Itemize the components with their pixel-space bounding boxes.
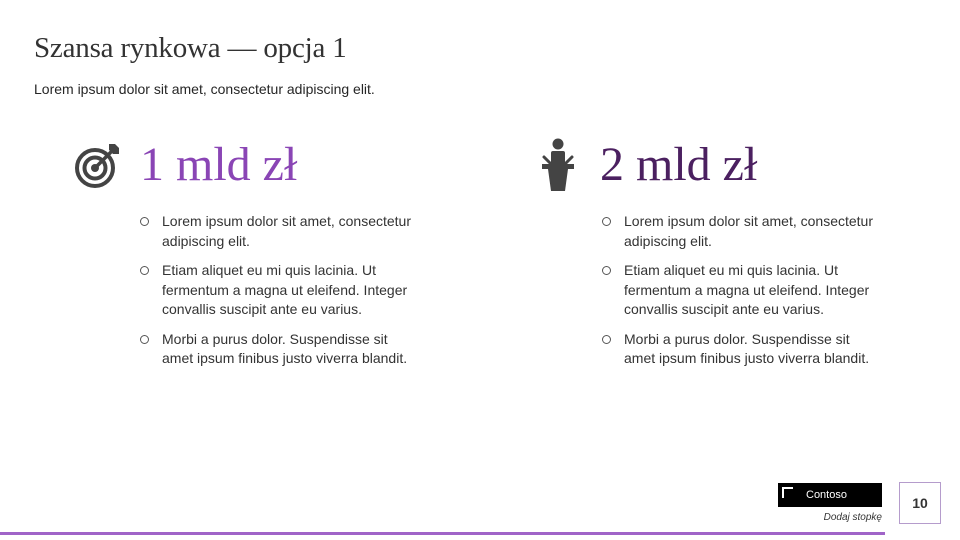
column-header <box>530 130 850 200</box>
list-item: Lorem ipsum dolor sit amet, consectetur adipiscing elit. <box>162 212 422 251</box>
market-option-column-1 <box>70 130 411 379</box>
bottom-accent-line <box>0 532 885 535</box>
contoso-logo <box>778 483 882 507</box>
slide-title: Szansa rynkowa — opcja 1 <box>34 32 347 64</box>
page-number: 10 <box>899 482 941 524</box>
logo-corner-mark <box>782 487 793 498</box>
market-option-column-2 <box>530 130 873 379</box>
market-value-amount: 2 mld zł <box>600 138 758 191</box>
list-item: Morbi a purus dolor. Suspendisse sit amet ipsum finibus justo viverra blandit. <box>624 330 884 369</box>
bullet-list <box>70 212 411 369</box>
list-item: Etiam aliquet eu mi quis lacinia. Ut fermentum a magna ut eleifend. Integer convallis suscipit ante eu varius. <box>624 261 884 320</box>
market-value-amount: 1 mld zł <box>140 138 298 191</box>
column-header <box>70 130 390 200</box>
list-item: Lorem ipsum dolor sit amet, consectetur adipiscing elit. <box>624 212 884 251</box>
list-item: Etiam aliquet eu mi quis lacinia. Ut fermentum a magna ut eleifend. Integer convallis suscipit ante eu varius. <box>162 261 422 320</box>
target-icon <box>70 137 126 193</box>
bullet-list <box>530 212 873 369</box>
logo-text: Contoso <box>806 489 847 501</box>
slide-subtitle: Lorem ipsum dolor sit amet, consectetur adipiscing elit. <box>34 81 375 97</box>
list-item: Morbi a purus dolor. Suspendisse sit amet ipsum finibus justo viverra blandit. <box>162 330 422 369</box>
footer-text: Dodaj stopkę <box>823 512 882 523</box>
speaker-podium-icon <box>530 137 586 193</box>
